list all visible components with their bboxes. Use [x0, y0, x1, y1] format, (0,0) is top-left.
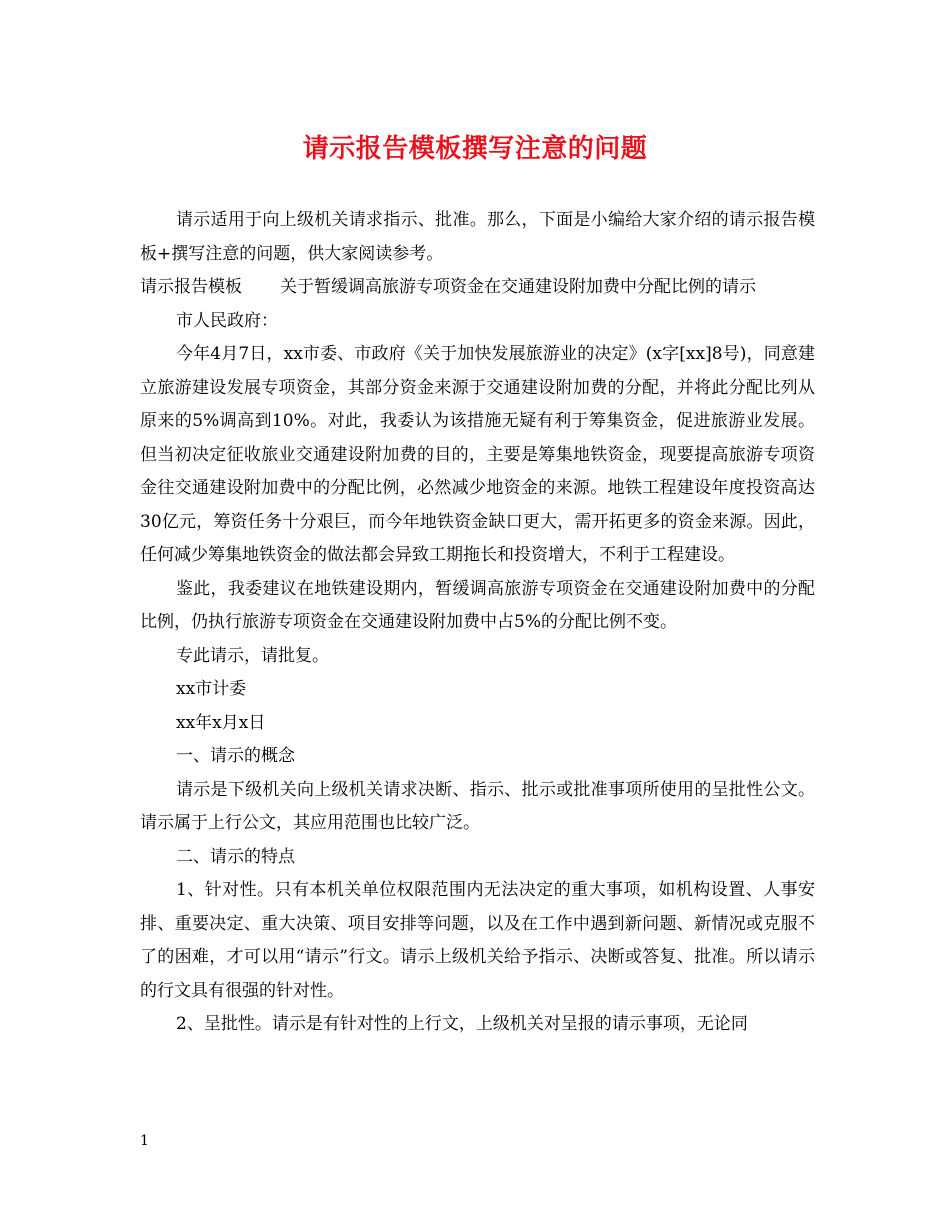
concept-paragraph: 请示是下级机关向上级机关请求决断、指示、批示或批准事项所使用的呈批性公文。请示属于上行公文，其应用范围也比较广泛。	[140, 779, 815, 833]
request-paragraph-1: 今年4月7日，xx市委、市政府《关于加快发展旅游业的决定》(x字[xx]8号)，同意建立旅游建设发展专项资金，其部分资金来源于交通建设附加费的分配，并将此分配比列从原来的5%调高到10%。对此，我委认为该措施无疑有利于筹集资金，促进旅游业发展。但当初决定征收旅业交通建设附加费的目的，主要是筹集地铁资金，现要提高旅游专项资金往交通建设附加费中的分配比例，必然减少地资金的来源。地铁工程建设年度投资高达30亿元，筹资任务十分艰巨，而今年地铁资金缺口更大，需开拓更多的资金来源。因此，任何减少筹集地铁资金的做法都会异致工期拖长和投资增大，不利于工程建设。	[140, 344, 815, 565]
request-paragraph-2: 鉴此，我委建议在地铁建设期内，暂缓调高旅游专项资金在交通建设附加费中的分配比例，仍执行旅游专项资金在交通建设附加费中占5%的分配比例不变。	[140, 578, 815, 632]
template-line	[140, 271, 815, 305]
closing-line: 专此请示，请批复。	[176, 645, 329, 666]
addressee: 市人民政府：	[176, 310, 278, 331]
feature-point-1: 1、针对性。只有本机关单位权限范围内无法决定的重大事项，如机构设置、人事安排、重要决定、重大决策、项目安排等问题，以及在工作中遇到新问题、新情况或克服不了的困难，才可以用“请示”行文。请示上级机关给予指示、决断或答复、批准。所以请示的行文具有很强的针对性。	[140, 880, 815, 1001]
sender-line: xx市计委	[176, 679, 247, 699]
template-heading: 关于暂缓调高旅游专项资金在交通建设附加费中分配比例的请示	[280, 277, 756, 297]
document-body	[140, 204, 815, 1042]
intro-paragraph: 请示适用于向上级机关请求指示、批准。那么，下面是小编给大家介绍的请示报告模板+撰写注意的问题，供大家阅读参考。	[140, 210, 815, 264]
page-number: 1	[140, 1133, 149, 1149]
feature-point-2: 2、呈批性。请示是有针对性的上行文，上级机关对呈报的请示事项，无论同	[176, 1014, 748, 1034]
template-label: 请示报告模板	[140, 277, 242, 297]
date-line: xx年x月x日	[176, 712, 266, 733]
section-heading-concept: 一、请示的概念	[176, 746, 295, 766]
section-heading-features: 二、请示的特点	[176, 846, 295, 867]
document-title: 请示报告模板撰写注意的问题	[302, 134, 648, 164]
